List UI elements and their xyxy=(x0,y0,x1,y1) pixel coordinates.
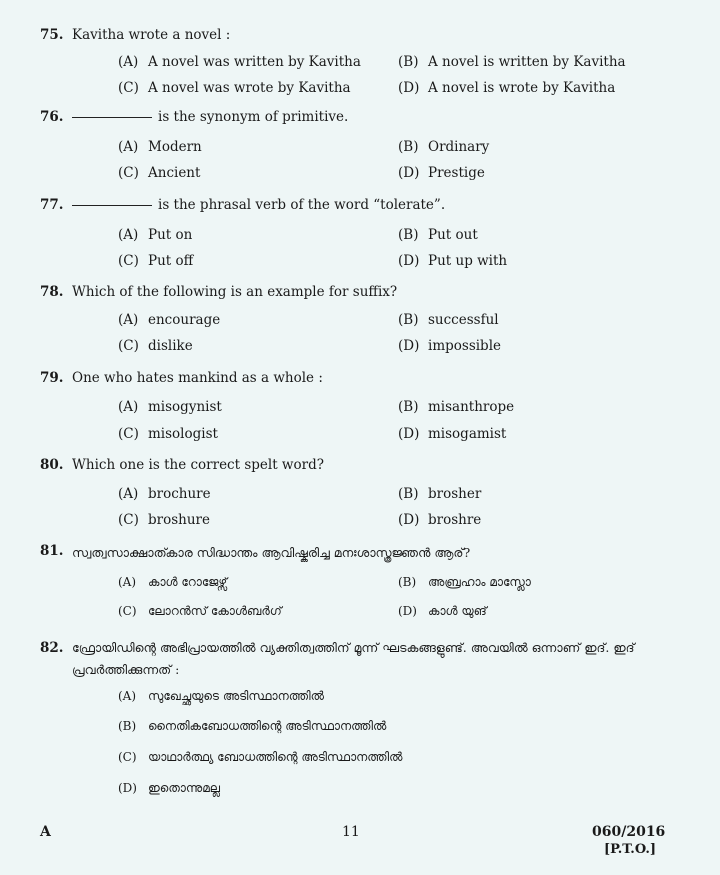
question-number: 77. xyxy=(40,197,64,213)
option-80-d: (D) broshre xyxy=(398,512,482,528)
question-text: is the phrasal verb of the word “tolerate”. xyxy=(158,197,446,213)
option-75-a: (A) A novel was written by Kavitha xyxy=(118,54,361,70)
option-79-a: (A) misogynist xyxy=(118,399,222,415)
question-81 xyxy=(40,542,680,564)
question-number: 80. xyxy=(40,457,64,473)
option-82-c: (C) യാഥാർത്ഥ്യ ബോധത്തിന്റെ അടിസ്ഥാനത്തിൽ xyxy=(118,750,403,764)
option-80-c: (C) broshure xyxy=(118,512,210,528)
question-text: Which of the following is an example for suffix? xyxy=(72,284,398,300)
page-number: 11 xyxy=(342,824,360,840)
option-77-c: (C) Put off xyxy=(118,253,194,269)
option-81-a: (A) കാൾ റോജേഴ്സ് xyxy=(118,575,228,589)
option-75-b: (B) A novel is written by Kavitha xyxy=(398,54,626,70)
question-text: One who hates mankind as a whole : xyxy=(72,370,323,386)
option-82-a: (A) സുഖേച്ഛയുടെ അടിസ്ഥാനത്തിൽ xyxy=(118,689,324,703)
question-number: 82. xyxy=(40,640,64,656)
option-76-c: (C) Ancient xyxy=(118,165,201,181)
option-79-c: (C) misologist xyxy=(118,426,218,442)
pto-label: [P.T.O.] xyxy=(604,842,657,857)
footer-series: A xyxy=(40,824,51,840)
option-75-d: (D) A novel is wrote by Kavitha xyxy=(398,80,616,96)
option-76-a: (A) Modern xyxy=(118,139,202,155)
option-77-d: (D) Put up with xyxy=(398,253,508,269)
question-text: സ്വത്വസാക്ഷാത്കാര സിദ്ധാന്തം ആവിഷ്കരിച്ച മനഃശാസ്ത്രജ്ഞൻ ആര്? xyxy=(72,545,471,560)
option-81-d: (D) കാൾ യുങ് xyxy=(398,604,487,618)
option-78-a: (A) encourage xyxy=(118,312,221,328)
question-text: Kavitha wrote a novel : xyxy=(72,27,231,43)
question-number: 78. xyxy=(40,284,64,300)
question-text: is the synonym of primitive. xyxy=(158,109,349,125)
option-82-d: (D) ഇതൊന്നുമല്ല xyxy=(118,781,221,795)
question-number: 75. xyxy=(40,27,64,43)
question-75 xyxy=(40,26,680,44)
question-80 xyxy=(40,456,680,474)
option-79-b: (B) misanthrope xyxy=(398,399,515,415)
paper-code: 060/2016 xyxy=(592,824,666,840)
option-76-b: (B) Ordinary xyxy=(398,139,490,155)
question-76 xyxy=(40,108,680,126)
option-78-d: (D) impossible xyxy=(398,338,502,354)
option-80-a: (A) brochure xyxy=(118,486,211,502)
option-81-b: (B) അബ്രഹാം മാസ്ലോ xyxy=(398,575,531,589)
question-82 xyxy=(40,637,680,681)
question-77 xyxy=(40,196,680,214)
option-76-d: (D) Prestige xyxy=(398,165,485,181)
blank-line xyxy=(72,205,152,206)
question-number: 79. xyxy=(40,370,64,386)
option-82-b: (B) നൈതികബോധത്തിന്റെ അടിസ്ഥാനത്തിൽ xyxy=(118,719,387,733)
option-78-c: (C) dislike xyxy=(118,338,193,354)
option-80-b: (B) brosher xyxy=(398,486,482,502)
question-number: 76. xyxy=(40,109,64,125)
option-79-d: (D) misogamist xyxy=(398,426,507,442)
blank-line xyxy=(72,117,152,118)
option-77-a: (A) Put on xyxy=(118,227,193,243)
option-78-b: (B) successful xyxy=(398,312,499,328)
question-79 xyxy=(40,369,680,387)
question-number: 81. xyxy=(40,543,64,559)
option-81-c: (C) ലോറൻസ് കോൾബർഗ് xyxy=(118,604,282,618)
question-text: Which one is the correct spelt word? xyxy=(72,457,324,473)
question-text: ഫ്രോയിഡിന്റെ അഭിപ്രായത്തിൽ വ്യക്തിത്വത്തിന് മൂന്ന് ഘടകങ്ങളുണ്ട്. അവയിൽ ഒന്നാണ് ഇദ്. ഇദ് പ്രവർത്തിക്കുന്നത് : xyxy=(72,640,635,677)
option-75-c: (C) A novel was wrote by Kavitha xyxy=(118,80,351,96)
option-77-b: (B) Put out xyxy=(398,227,478,243)
question-78 xyxy=(40,283,680,301)
